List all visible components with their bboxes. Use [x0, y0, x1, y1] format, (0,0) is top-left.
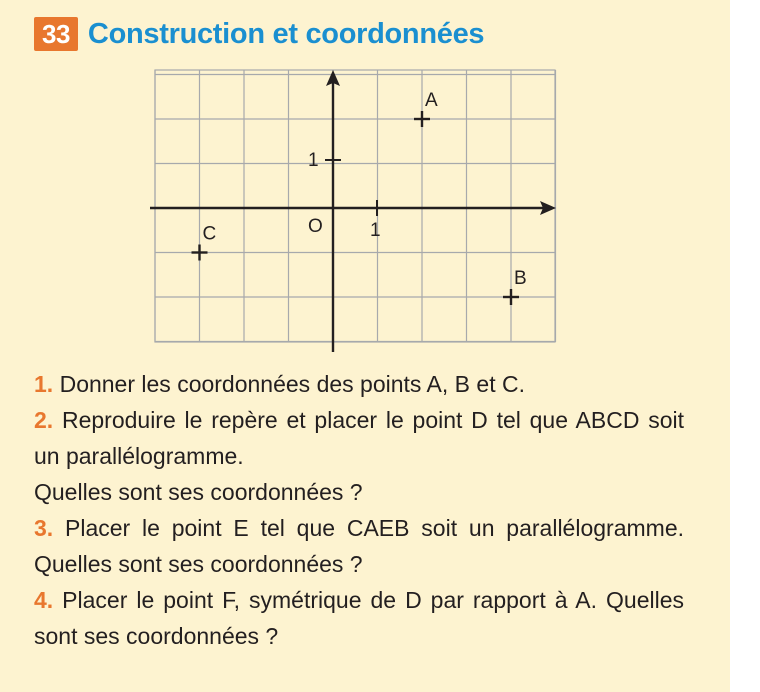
point-label: B: [514, 268, 527, 289]
question-text: Quelles sont ses coordonnées ?: [34, 479, 363, 505]
question-text: Reproduire le repère et placer le point D tel que ABCD soit un parallélogramme.: [34, 407, 684, 469]
question-text: Donner les coordonnées des points A, B et C.: [53, 371, 525, 397]
points: [192, 90, 527, 305]
grid-border: [155, 70, 555, 342]
question-1: [34, 366, 684, 402]
x-unit-label: 1: [370, 220, 381, 241]
question-2: [34, 402, 684, 474]
questions-list: [34, 366, 684, 654]
question-number: 4.: [34, 587, 54, 613]
origin-label: O: [308, 216, 323, 237]
exercise-title: Construction et coordonnées: [87, 17, 485, 50]
point-a: [414, 90, 438, 127]
coordinate-grid-figure: [150, 62, 570, 352]
point-b: [503, 268, 527, 305]
question-number: 1.: [34, 371, 54, 397]
axes: [150, 70, 556, 352]
question-4: [34, 582, 684, 654]
exercise-number-badge: 33: [34, 17, 78, 51]
question-2-followup: [34, 474, 684, 510]
point-c: [192, 224, 217, 261]
grid-lines: [155, 70, 556, 342]
question-number: 2.: [34, 407, 54, 433]
question-text: Placer le point E tel que CAEB soit un parallélogramme. Quelles sont ses coordonnées ?: [34, 515, 684, 577]
coordinate-grid: [150, 62, 570, 352]
page-margin: [730, 0, 760, 692]
y-unit-label: 1: [308, 150, 319, 171]
point-label: A: [425, 90, 438, 111]
exercise-header: [34, 14, 484, 54]
point-label: C: [202, 223, 217, 245]
question-number: 3.: [34, 515, 54, 541]
question-text: Placer le point F, symétrique de D par rapport à A. Quelles sont ses coordonnées ?: [34, 587, 684, 649]
question-3: [34, 510, 684, 582]
